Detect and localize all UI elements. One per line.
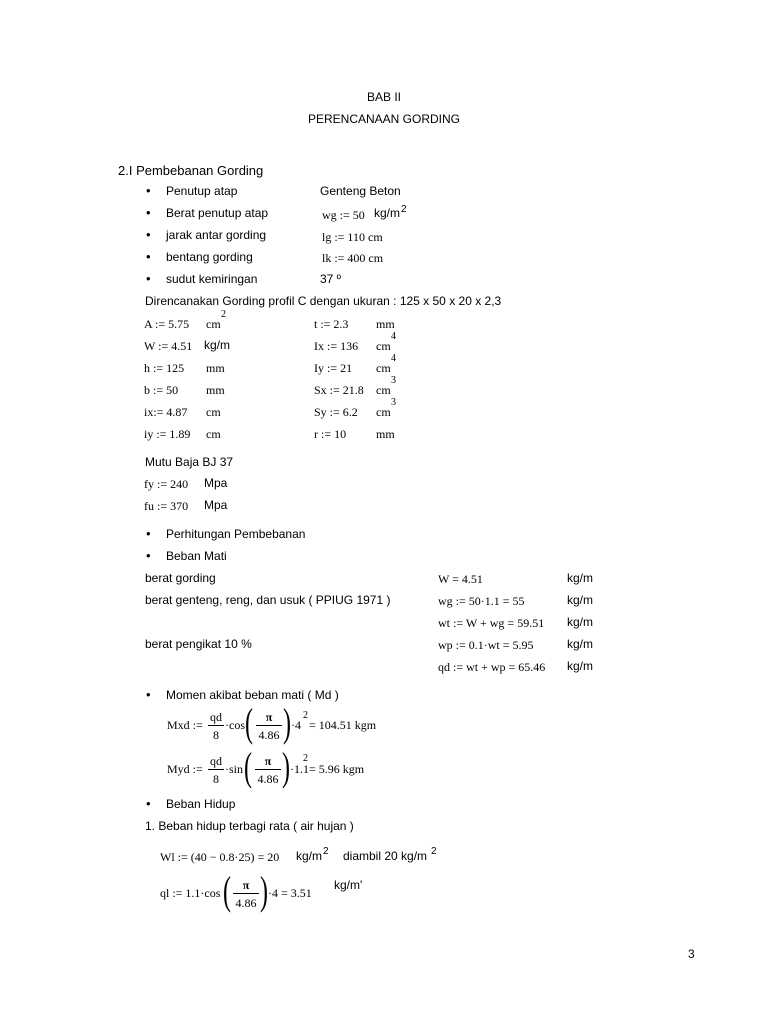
dead-load-heading: Beban Mati [166,549,227,563]
fraction-numerator: π [242,878,250,892]
profile-expr: ix:= 4.87 [144,405,188,419]
exponent: 2 [303,710,308,721]
formula-lhs: Myd := [167,762,203,776]
list-item-label: Penutup atap [166,184,238,198]
load-unit: kg/m [567,637,594,651]
profile-unit: kg/m [204,338,231,352]
profile-unit: cm [206,427,221,441]
exponent: 4 [391,331,396,342]
bullet-marker: • [146,271,151,286]
fraction-numerator: qd [210,754,222,768]
exponent: 3 [391,397,396,408]
fraction-bar [208,725,224,726]
list-item-label: jarak antar gording [166,228,267,242]
load-unit: kg/m [567,593,594,607]
bullet-marker: • [146,687,151,702]
page-number: 3 [688,947,695,961]
list-item-value: 37 º [320,272,342,286]
steel-expr: fy := 240 [144,477,189,491]
bullet-marker: • [146,796,151,811]
profile-expr: b := 50 [144,383,179,397]
fraction-denominator: 4.86 [258,728,280,742]
formula-result: = 5.96 kgm [309,762,365,776]
chapter-heading: BAB II [366,90,401,104]
fraction-bar [208,769,224,770]
load-unit: kg/m [567,659,594,673]
profile-unit: mm [376,317,395,331]
function-name: ·cos [225,718,245,732]
bullet-marker: • [146,183,151,198]
steel-unit: Mpa [204,498,228,512]
profile-unit: cm [206,317,221,331]
fraction-numerator: qd [210,710,222,724]
fraction-denominator: 4.86 [235,896,257,910]
fraction-denominator: 8 [213,772,219,786]
bullet-marker: • [146,548,151,563]
load-label: berat genteng, reng, dan usuk ( PPIUG 1971 ) [145,593,391,607]
profile-unit: cm [376,383,391,397]
profile-expr: Ix := 136 [314,339,359,353]
chapter-title: PERENCANAAN GORDING [307,112,461,126]
load-expr: wt := W + wg = 59.51 [438,616,545,630]
steel-grade-title: Mutu Baja BJ 37 [145,455,234,469]
moment-heading: Momen akibat beban mati ( Md ) [166,688,339,702]
list-item-value: Genteng Beton [320,184,401,198]
profile-expr: Sy := 6.2 [314,405,358,419]
left-paren: ( [244,744,252,789]
right-paren: ) [283,700,291,745]
function-name: ·sin [225,762,243,776]
exponent: 2 [431,846,437,857]
list-item-label: sudut kemiringan [166,272,258,286]
profile-expr: h := 125 [144,361,185,375]
right-paren: ) [260,868,268,913]
fraction [255,755,281,785]
unit-label: kg/m' [334,878,363,892]
math-expression: lg := 110 cm [322,230,383,244]
math-expression: wg := 50 [322,208,365,222]
formula-lhs: Mxd := [167,718,203,732]
profile-unit: mm [376,427,395,441]
formula-note: diambil 20 kg/m [343,849,428,863]
bullet-marker: • [146,227,151,242]
exponent: 3 [391,375,396,386]
profile-expr: t := 2.3 [314,317,349,331]
fraction [208,711,224,741]
exponent: 2 [323,846,329,857]
profile-expr: Sx := 21.8 [314,383,364,397]
fraction [256,711,282,741]
fraction-bar [255,769,281,770]
fraction-denominator: 4.86 [257,772,279,786]
profile-unit: cm [376,339,391,353]
exponent: 2 [221,309,226,320]
formula-expr: Wl := (40 − 0.8·25) = 20 [160,850,280,864]
bullet-marker: • [146,526,151,541]
left-paren: ( [245,700,253,745]
fraction [233,879,259,909]
profile-expr: W := 4.51 [144,339,193,353]
fraction-bar [233,893,259,894]
bullet-marker: • [146,249,151,264]
math-expression: lk := 400 cm [322,251,384,265]
section-heading: 2.I Pembebanan Gording [118,163,264,178]
load-label: berat gording [145,571,216,585]
exponent: 4 [391,353,396,364]
profile-unit: cm [206,405,221,419]
load-expr: wg := 50·1.1 = 55 [438,594,525,608]
exponent: 2 [401,204,407,215]
left-paren: ( [223,868,231,913]
profile-expr: Iy := 21 [314,361,353,375]
formula-lhs: ql := 1.1·cos [160,886,221,900]
bullet-marker: • [146,205,151,220]
live-load-item: 1. Beban hidup terbagi rata ( air hujan ) [145,819,354,833]
load-unit: kg/m [567,571,594,585]
profile-unit: cm [376,361,391,375]
list-item-label: bentang gording [166,250,253,264]
load-expr: W = 4.51 [438,572,483,586]
formula-result: ·4 = 3.51 [268,886,312,900]
profile-expr: iy := 1.89 [144,427,191,441]
formula-tail: ·1.1 [290,762,309,776]
fraction-numerator: π [264,754,272,768]
formula-tail: ·4 [291,718,301,732]
unit-label: kg/m [374,206,401,220]
steel-expr: fu := 370 [144,499,189,513]
load-expr: wp := 0.1·wt = 5.95 [438,638,534,652]
profile-intro: Direncanakan Gording profil C dengan ukuran : 125 x 50 x 20 x 2,3 [145,294,502,308]
fraction-bar [256,725,282,726]
steel-unit: Mpa [204,476,228,490]
profile-unit: mm [206,361,225,375]
exponent: 2 [303,753,308,764]
profile-expr: r := 10 [314,427,347,441]
load-label: berat pengikat 10 % [145,637,252,651]
fraction-denominator: 8 [213,728,219,742]
formula-result: = 104.51 kgm [309,718,377,732]
right-paren: ) [282,744,290,789]
profile-unit: cm [376,405,391,419]
fraction [208,755,224,785]
unit-label: kg/m [296,849,323,863]
load-unit: kg/m [567,615,594,629]
list-item-label: Berat penutup atap [166,206,269,220]
profile-expr: A := 5.75 [144,317,190,331]
load-expr: qd := wt + wp = 65.46 [438,660,546,674]
fraction-numerator: π [265,710,273,724]
profile-unit: mm [206,383,225,397]
loading-heading: Perhitungan Pembebanan [166,527,306,541]
live-load-heading: Beban Hidup [166,797,236,811]
